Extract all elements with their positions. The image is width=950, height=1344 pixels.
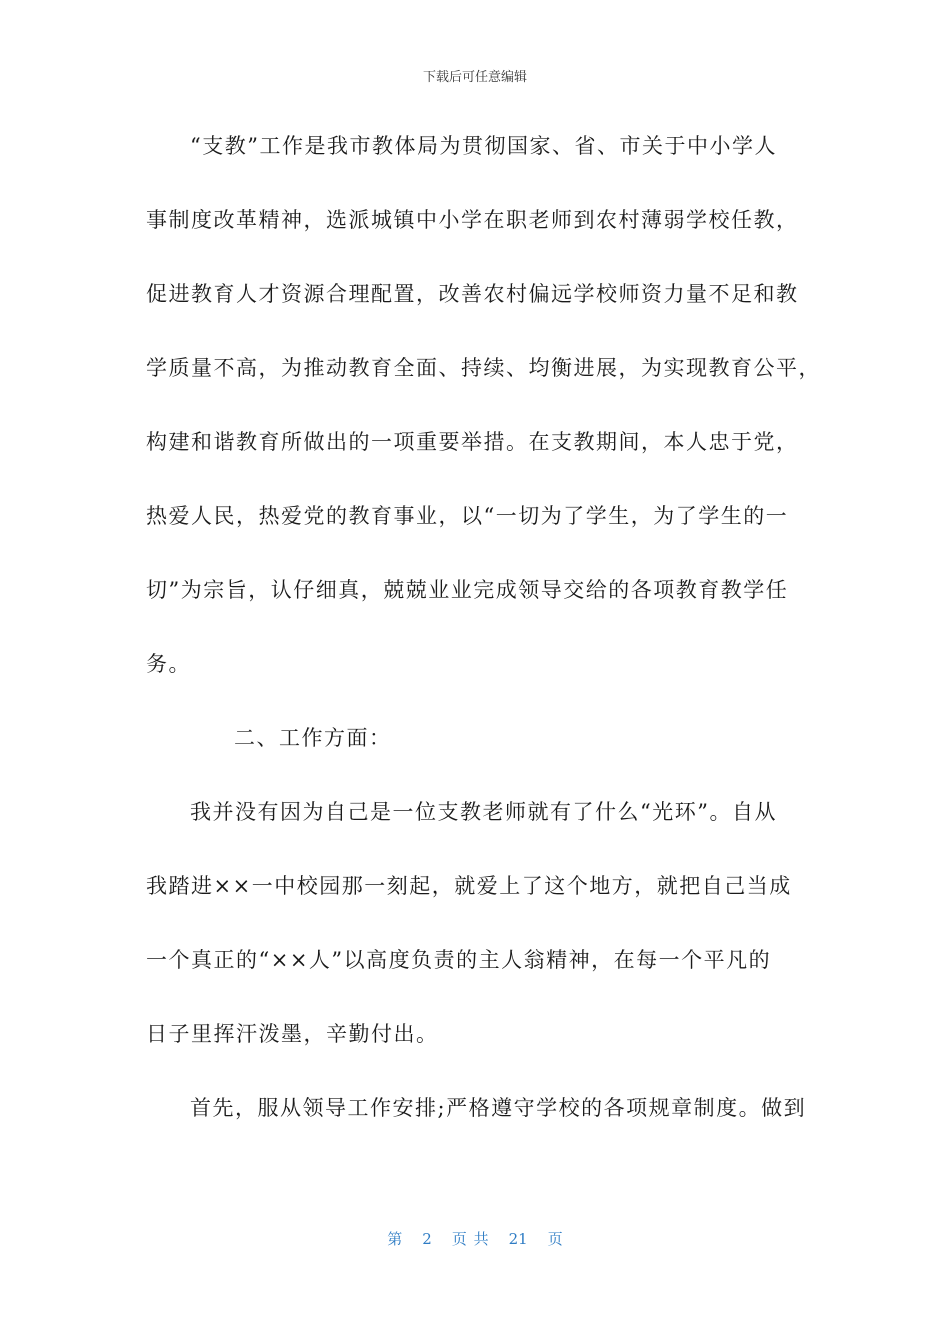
page-mid: 页 共 [451,1230,489,1248]
paragraph-line: 促进教育人才资源合理配置，改善农村偏远学校师资力量不足和教 [146,282,799,306]
paragraph-line: 一个真正的“××人”以高度负责的主人翁精神，在每一个平凡的 [146,948,772,972]
paragraph-line: 我踏进××一中校园那一刻起，就爱上了这个地方，就把自己当成 [146,874,792,898]
paragraph-line: “支教”工作是我市教体局为贯彻国家、省、市关于中小学人 [190,134,777,158]
paragraph-line: 我并没有因为自己是一位支教老师就有了什么“光环”。自从 [190,800,777,824]
document-body [146,124,821,1160]
paragraph-line: 构建和谐教育所做出的一项重要举措。在支教期间，本人忠于党， [146,430,799,454]
paragraph-line: 事制度改革精神，选派城镇中小学在职老师到农村薄弱学校任教， [146,208,799,232]
page-prefix: 第 [387,1230,403,1248]
page-suffix: 页 [547,1230,563,1248]
section-heading: 二、工作方面： [234,726,392,750]
page-header: 下载后可任意编辑 [422,70,527,85]
paragraph-line: 日子里挥汗泼墨，辛勤付出。 [146,1022,439,1046]
paragraph-line: 学质量不高，为推动教育全面、持续、均衡进展，为实现教育公平， [146,356,821,380]
page-total: 21 [508,1230,528,1248]
paragraph-line: 务。 [146,652,191,676]
paragraph-line: 首先，服从领导工作安排;严格遵守学校的各项规章制度。做到 [190,1096,807,1120]
paragraph-line: 热爱人民，热爱党的教育事业，以“一切为了学生，为了学生的一 [146,504,789,528]
page-footer [0,1228,950,1249]
page-number: 2 [422,1230,432,1248]
paragraph-line: 切”为宗旨，认仔细真，兢兢业业完成领导交给的各项教育教学任 [146,578,789,602]
